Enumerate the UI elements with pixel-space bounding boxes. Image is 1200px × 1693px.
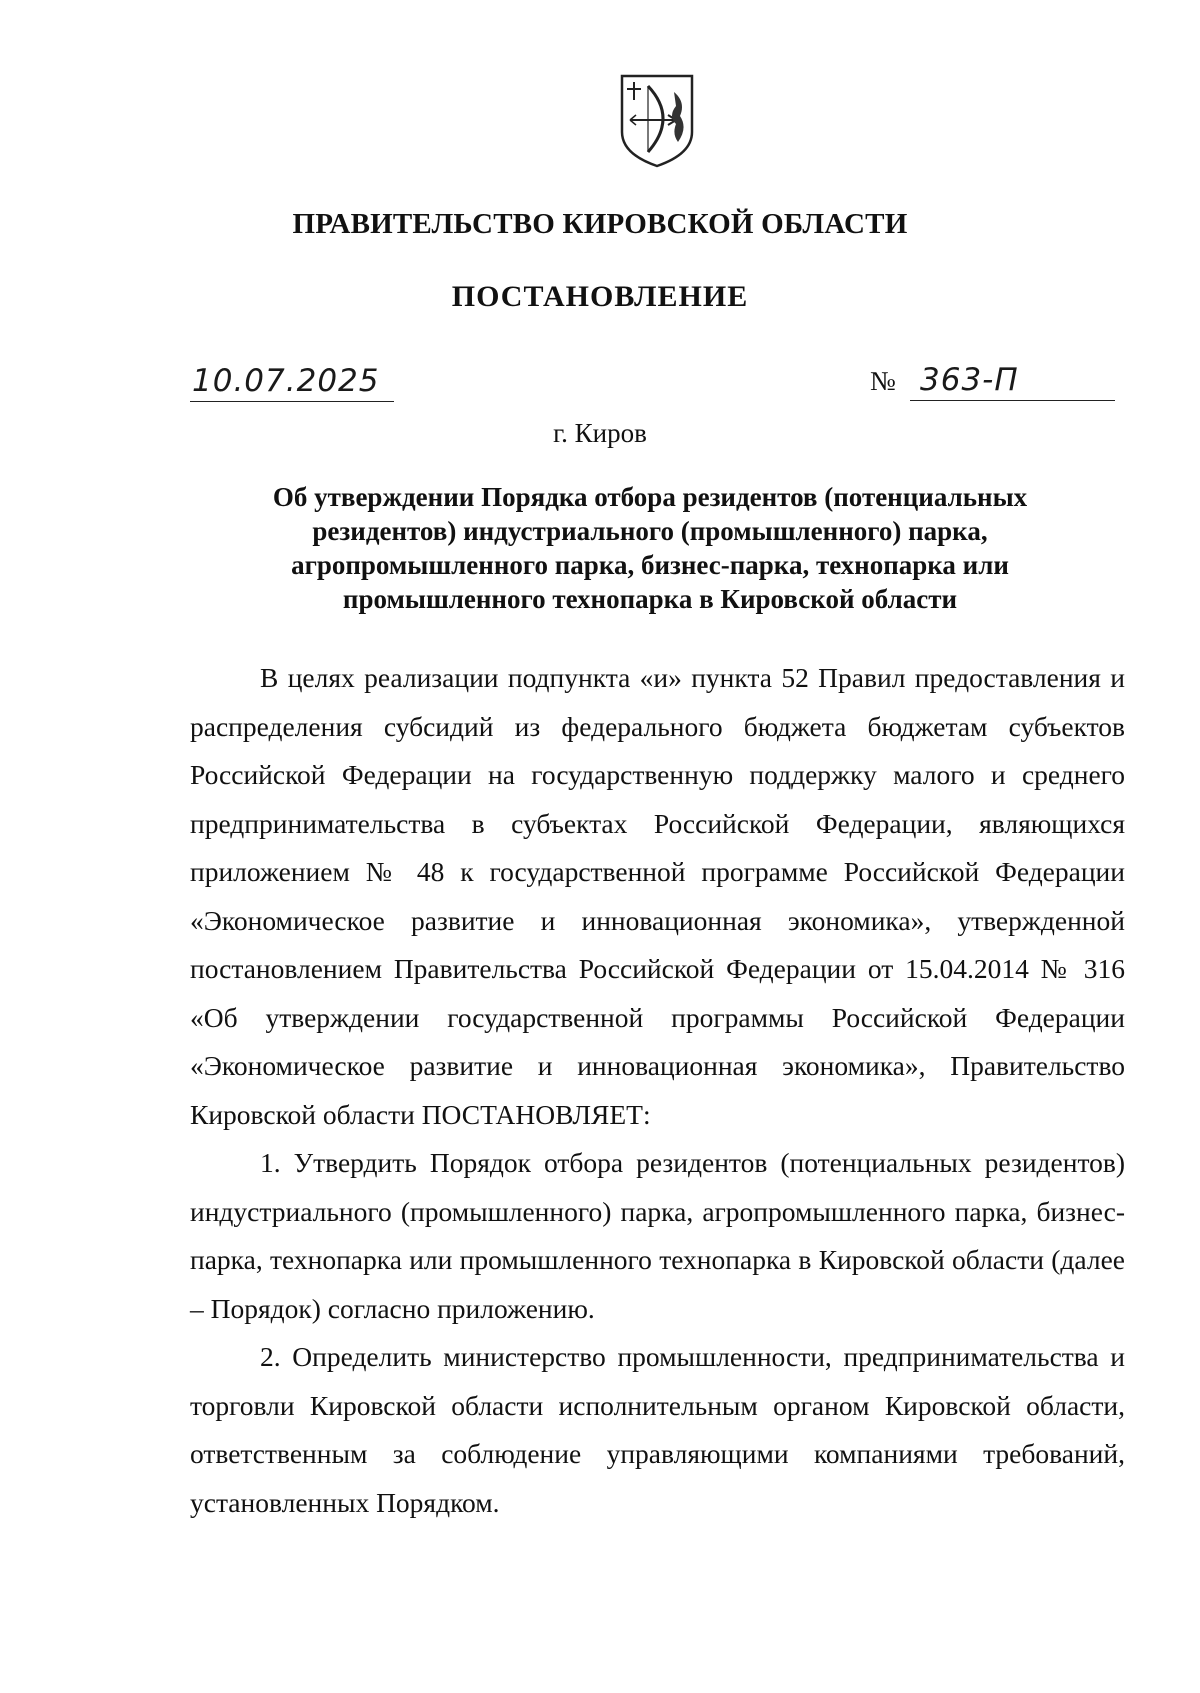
document-body (190, 654, 1125, 1527)
coat-of-arms-icon (618, 72, 696, 168)
city-label: г. Киров (553, 418, 647, 448)
document-number-field (870, 355, 1115, 401)
handwritten-number: 363-П (920, 362, 1019, 398)
clause-1-paragraph: 1. Утвердить Порядок отбора резидентов (потенциальных резидентов) индустриального (промышленного) парка, агропромышленного парка, бизнес-парка, технопарка или промышленного технопарка в Кировской области (далее – Порядок) согласно приложению. (190, 1147, 1125, 1324)
document-type-title: ПОСТАНОВЛЕНИЕ (451, 280, 749, 313)
handwritten-date: 10.07.2025 (192, 363, 380, 399)
number-sign: № (870, 366, 896, 396)
date-field (190, 355, 394, 402)
government-title: ПРАВИТЕЛЬСТВО КИРОВСКОЙ ОБЛАСТИ (292, 208, 908, 240)
clause-2-paragraph: 2. Определить министерство промышленности, предпринимательства и торговли Кировской области исполнительным органом Кировской области, ответственным за соблюдение управляющими компаниями требований, установленных Порядком. (190, 1341, 1125, 1518)
document-subject: Об утверждении Порядка отбора резидентов (потенциальных резидентов) индустриального (промышленного) парка, агропромышленного парка, бизнес-парка, технопарка или промышленного технопарка в Кировской области (272, 482, 1028, 614)
preamble-paragraph: В целях реализации подпункта «и» пункта 52 Правил предоставления и распределения субсидий из федерального бюджета бюджетам субъектов Российской Федерации на государственную поддержку малого и среднего предпринимательства в субъектах Российской Федерации, являющихся приложением № 48 к государственной программе Российской Федерации «Экономическое развитие и инновационная экономика», утвержденной постановлением Правительства Российской Федерации от 15.04.2014 № 316 «Об утверждении государственной программы Российской Федерации «Экономическое развитие и инновационная экономика», Правительство Кировской области ПОСТАНОВЛЯЕТ: (190, 662, 1125, 1130)
number-line (910, 358, 1115, 401)
